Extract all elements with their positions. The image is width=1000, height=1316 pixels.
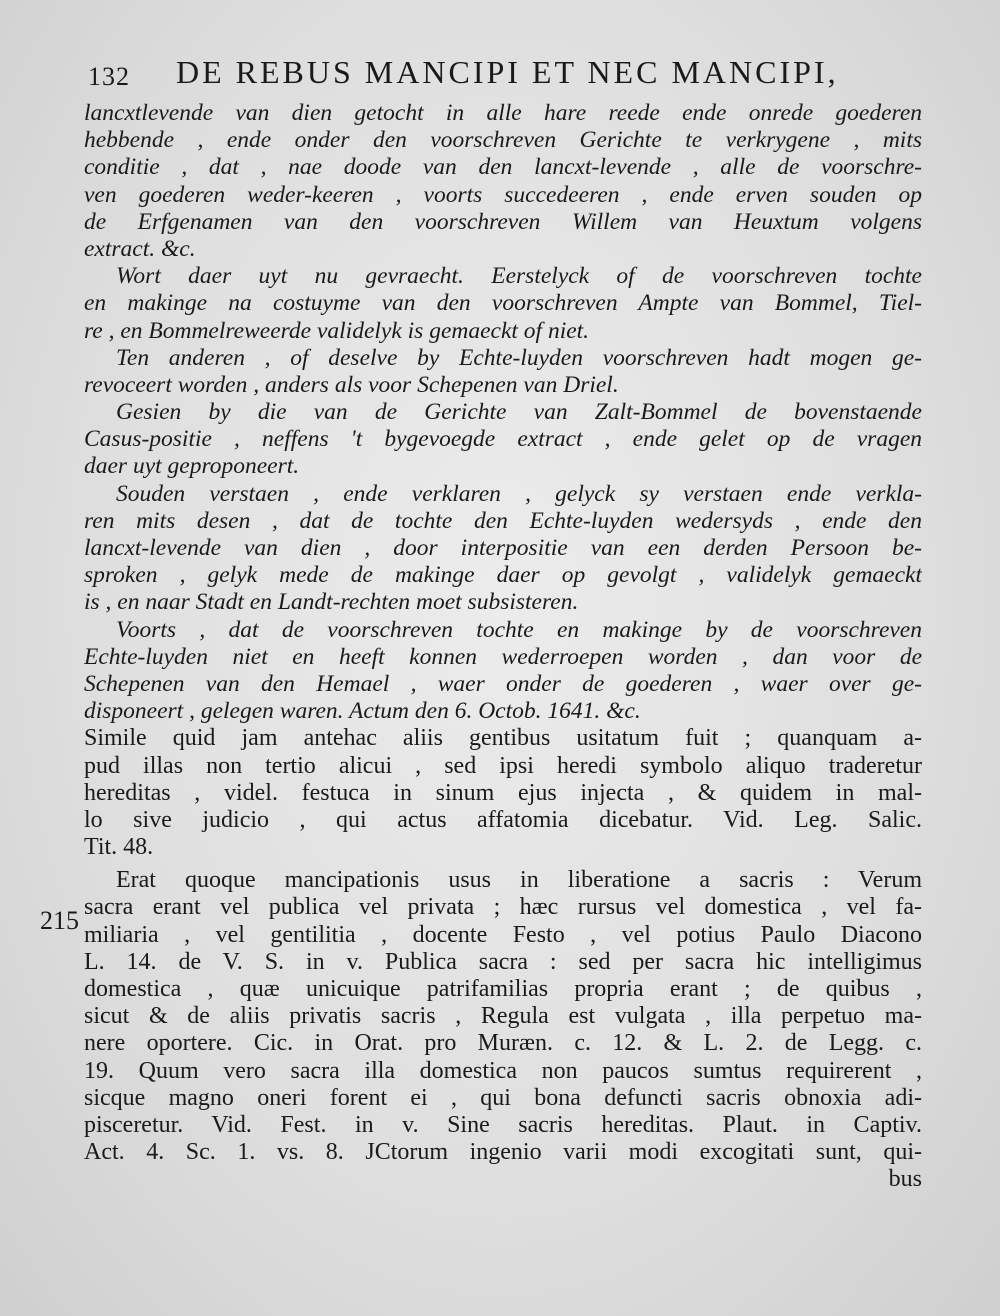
- catchword: bus: [888, 1166, 922, 1193]
- latin-text-block: [84, 725, 922, 1193]
- dutch-text-block: [84, 100, 922, 725]
- text-line: lo sive judicio , qui actus affatomia dicebatur. Vid. Leg. Salic.: [84, 806, 922, 833]
- text-line: de Erfgenamen van den voorschreven Willem van Heuxtum volgens: [84, 208, 922, 235]
- text-line: sicut & de aliis privatis sacris , Regula est vulgata , illa perpetuo ma-: [84, 1003, 922, 1030]
- text-line: pisceretur. Vid. Fest. in v. Sine sacris hereditas. Plaut. in Captiv.: [84, 1111, 922, 1138]
- text-line: Schepenen van den Hemael , waer onder de goederen , waer over ge-: [84, 670, 922, 697]
- page-header: [88, 52, 908, 92]
- text-line: ven goederen weder-keeren , voorts succedeeren , ende erven souden op: [84, 181, 922, 208]
- text-line: 19. Quum vero sacra illa domestica non paucos sumtus requirerent ,: [84, 1057, 922, 1084]
- text-line: Echte-luyden niet en heeft konnen wederroepen worden , dan voor de: [84, 643, 922, 670]
- text-line: Casus-positie , neffens 't bygevoegde extract , ende gelet op de vragen: [84, 426, 922, 453]
- text-line: conditie , dat , nae doode van den lancxt-levende , alle de voorschre-: [84, 154, 922, 181]
- text-line: sacra erant vel publica vel privata ; hæc rursus vel domestica , vel fa-: [84, 894, 922, 921]
- text-line: Voorts , dat de voorschreven tochte en makinge by de voorschreven: [116, 616, 922, 643]
- text-line: Simile quid jam antehac aliis gentibus usitatum fuit ; quanquam a-: [84, 725, 922, 752]
- text-line: hebbende , ende onder den voorschreven Gerichte te verkrygene , mits: [84, 127, 922, 154]
- text-line: lancxt-levende van dien , door interpositie van een derden Persoon be-: [84, 535, 922, 561]
- text-line: L. 14. de V. S. in v. Publica sacra : sed per sacra hic intelligimus: [84, 948, 922, 975]
- text-line: miliaria , vel gentilitia , docente Festo , vel potius Paulo Diacono: [84, 921, 922, 948]
- margin-paragraph-number: 215: [40, 906, 79, 935]
- text-line: lancxtlevende van dien getocht in alle hare reede ende onrede goederen: [84, 100, 922, 126]
- text-line: extract. &c.: [84, 235, 196, 262]
- text-line: revoceert worden , anders als voor Schepenen van Driel.: [84, 371, 619, 398]
- text-line: domestica , quæ unicuique patrifamilias propria erant ; de quibus ,: [84, 976, 922, 1002]
- text-line: Ten anderen , of deselve by Echte-luyden voorschreven hadt mogen ge-: [116, 344, 922, 371]
- text-line: hereditas , videl. festuca in sinum ejus injecta , & quidem in mal-: [84, 779, 922, 806]
- text-line: en makinge na costuyme van den voorschreven Ampte van Bommel, Tiel-: [84, 290, 922, 317]
- text-line: Souden verstaen , ende verklaren , gelyck sy verstaen ende verkla-: [116, 480, 922, 507]
- text-line: disponeert , gelegen waren. Actum den 6. Octob. 1641. &c.: [84, 698, 641, 725]
- text-line: Wort daer uyt nu gevraecht. Eerstelyck of de voorschreven tochte: [116, 263, 922, 290]
- text-line: re , en Bommelreweerde validelyk is gemaeckt of niet.: [84, 317, 590, 344]
- text-line: is , en naar Stadt en Landt-rechten moet subsisteren.: [84, 589, 579, 616]
- text-line: pud illas non tertio alicui , sed ipsi heredi symbolo aliquo traderetur: [84, 752, 922, 779]
- text-line: Tit. 48.: [84, 834, 154, 861]
- page-body: [84, 100, 922, 1194]
- text-line: nere oportere. Cic. in Orat. pro Muræn. c. 12. & L. 2. de Legg. c.: [84, 1030, 922, 1057]
- text-line: Gesien by die van de Gerichte van Zalt-Bommel de bovenstaende: [116, 399, 922, 426]
- text-line: daer uyt geproponeert.: [84, 453, 300, 480]
- page-number: 132: [88, 62, 130, 91]
- text-line: ren mits desen , dat de tochte den Echte-luyden wedersyds , ende den: [84, 507, 922, 534]
- running-title: DE REBUS MANCIPI ET NEC MANCIPI,: [176, 54, 839, 90]
- text-line: Act. 4. Sc. 1. vs. 8. JCtorum ingenio varii modi excogitati sunt, qui-: [84, 1139, 922, 1166]
- text-line: sicque magno oneri forent ei , qui bona defuncti sacris obnoxia adi-: [84, 1084, 922, 1111]
- text-line: sproken , gelyk mede de makinge daer op gevolgt , validelyk gemaeckt: [84, 562, 922, 589]
- text-line: Erat quoque mancipationis usus in liberatione a sacris : Verum: [116, 867, 922, 894]
